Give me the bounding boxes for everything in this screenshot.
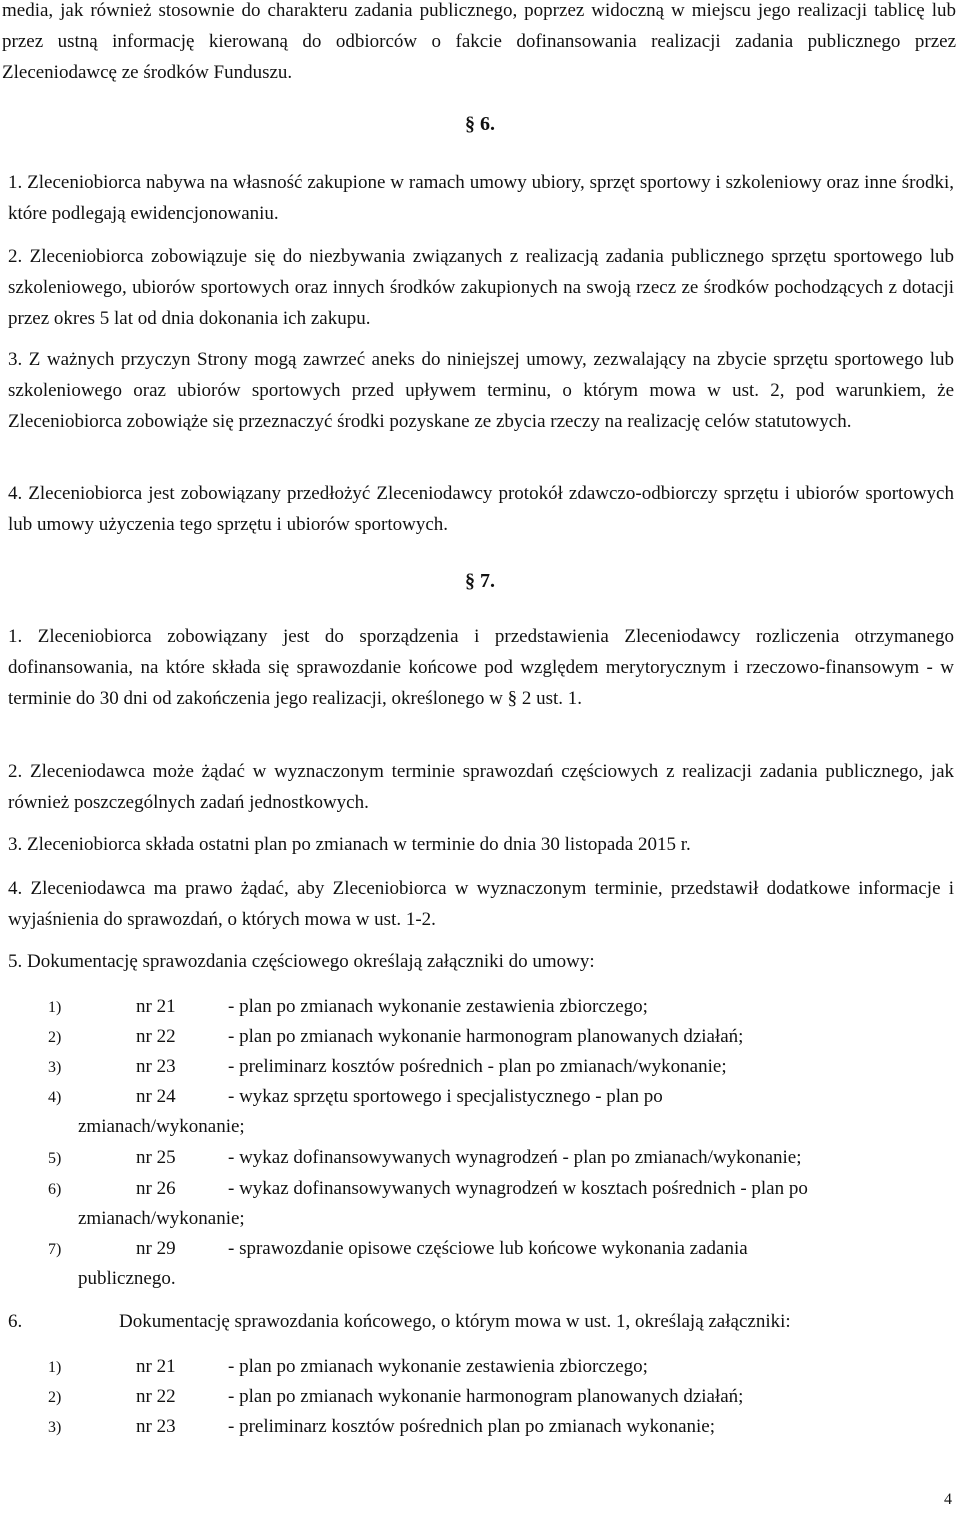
list-item-number: 2) (48, 1389, 62, 1406)
sec7-paragraph-5: 5. Dokumentację sprawozdania częściowego określają załączniki do umowy: (8, 951, 595, 972)
sec6-paragraph-3: 3. Z ważnych przyczyn Strony mogą zawrzeć aneks do niniejszej umowy, zezwalający na zbycie sprzętu sportowego lub szkoleniowego oraz ubiorów sportowych przed upływem terminu, o którym mowa w ust. 2, pod warunkiem, że Zleceniobiorca zobowiąże się przeznaczyć środki pozyskane ze zbycia rzeczy na realizację celów statutowych. (8, 349, 954, 432)
attachment-number: nr 22 (136, 1026, 176, 1047)
section-7-heading: § 7. (465, 570, 495, 592)
list-item (48, 1352, 648, 1383)
sec7-paragraph-4: 4. Zleceniodawca ma prawo żądać, aby Zleceniobiorca w wyznaczonym terminie, przedstawił dodatkowe informacje i wyjaśnienia do sprawozdań, o których mowa w ust. 1-2. (8, 878, 954, 930)
list-item-number: 1) (48, 1359, 62, 1376)
attachment-number: nr 21 (136, 996, 176, 1017)
list-item-text: - preliminarz kosztów pośrednich plan po zmianach wykonanie; (228, 1416, 715, 1437)
page-number: 4 (944, 1491, 952, 1508)
sec7-paragraph-6: Dokumentację sprawozdania końcowego, o którym mowa w ust. 1, określają załączniki: (119, 1311, 791, 1332)
list-item-continuation: publicznego. (78, 1268, 176, 1289)
list-item-number: 3) (48, 1059, 62, 1076)
attachment-number: nr 23 (136, 1416, 176, 1437)
list-item-number: 4) (48, 1089, 62, 1106)
list-item-number: 5) (48, 1150, 62, 1167)
list-item (48, 1412, 715, 1443)
section-6-heading: § 6. (465, 113, 495, 135)
list-item-number: 3) (48, 1419, 62, 1436)
attachment-number: nr 24 (136, 1086, 176, 1107)
attachment-number: nr 25 (136, 1147, 176, 1168)
intro-paragraph: media, jak również stosownie do charakteru zadania publicznego, poprzez widoczną w miejscu jego realizacji tablicę lub przez ustną informację kierowaną do odbiorców o fakcie dofinansowania realizacji zadania publicznego przez Zleceniodawcę ze środków Funduszu. (2, 0, 956, 83)
sec7-paragraph-2: 2. Zleceniodawca może żądać w wyznaczonym terminie sprawozdań częściowych z realizacji zadania publicznego, jak również poszczególnych zadań jednostkowych. (8, 761, 954, 813)
sec6-paragraph-2: 2. Zleceniobiorca zobowiązuje się do niezbywania związanych z realizacją zadania publicznego sprzętu sportowego lub szkoleniowego, ubiorów sportowych oraz innych środków zakupionych na swoją rzecz ze środków pochodzących z dotacji przez okres 5 lat od dnia dokonania ich zakupu. (8, 246, 954, 329)
list-item-text: - wykaz sprzętu sportowego i specjalistycznego - plan po (228, 1086, 663, 1107)
attachment-number: nr 29 (136, 1238, 176, 1259)
list-item-continuation: zmianach/wykonanie; (78, 1116, 245, 1137)
list-item-number: 2) (48, 1029, 62, 1046)
list-item-text: - plan po zmianach wykonanie zestawienia zbiorczego; (228, 1356, 648, 1377)
list-item (48, 1174, 808, 1205)
list-item-continuation: zmianach/wykonanie; (78, 1208, 245, 1229)
list-item (48, 1382, 743, 1413)
list-item-text: - plan po zmianach wykonanie harmonogram planowanych działań; (228, 1026, 744, 1047)
list-item (48, 1143, 802, 1174)
list-item-number: 1) (48, 999, 62, 1016)
list-item (48, 992, 648, 1023)
list-item (48, 1022, 743, 1053)
list-item-text: - plan po zmianach wykonanie zestawienia zbiorczego; (228, 996, 648, 1017)
list-item-text: - sprawozdanie opisowe częściowe lub końcowe wykonania zadania (228, 1238, 748, 1259)
attachment-number: nr 26 (136, 1178, 176, 1199)
sec7-paragraph-6-number: 6. (8, 1311, 23, 1332)
list-item-text: - wykaz dofinansowywanych wynagrodzeń w kosztach pośrednich - plan po (228, 1178, 808, 1199)
list-item (48, 1082, 663, 1113)
list-item (48, 1234, 748, 1265)
attachment-number: nr 21 (136, 1356, 176, 1377)
list-item-number: 7) (48, 1241, 62, 1258)
list-item-number: 6) (48, 1181, 62, 1198)
sec6-paragraph-1: 1. Zleceniobiorca nabywa na własność zakupione w ramach umowy ubiory, sprzęt sportowy i szkoleniowy oraz inne środki, które podlegają ewidencjonowaniu. (8, 172, 954, 224)
list-item-text: - plan po zmianach wykonanie harmonogram planowanych działań; (228, 1386, 744, 1407)
list-item-text: - wykaz dofinansowywanych wynagrodzeń - plan po zmianach/wykonanie; (228, 1147, 802, 1168)
attachment-number: nr 22 (136, 1386, 176, 1407)
list-item-text: - preliminarz kosztów pośrednich - plan po zmianach/wykonanie; (228, 1056, 727, 1077)
sec7-paragraph-1: 1. Zleceniobiorca zobowiązany jest do sporządzenia i przedstawienia Zleceniodawcy rozliczenia otrzymanego dofinansowania, na które składa się sprawozdanie końcowe pod względem merytorycznym i rzeczowo-finansowym - w terminie do 30 dni od zakończenia jego realizacji, określonego w § 2 ust. 1. (8, 626, 954, 709)
list-item (48, 1052, 727, 1083)
attachment-number: nr 23 (136, 1056, 176, 1077)
sec7-paragraph-3: 3. Zleceniobiorca składa ostatni plan po zmianach w terminie do dnia 30 listopada 2015 r. (8, 834, 691, 855)
sec6-paragraph-4: 4. Zleceniobiorca jest zobowiązany przedłożyć Zleceniodawcy protokół zdawczo-odbiorczy sprzętu i ubiorów sportowych lub umowy użyczenia tego sprzętu i ubiorów sportowych. (8, 483, 954, 535)
